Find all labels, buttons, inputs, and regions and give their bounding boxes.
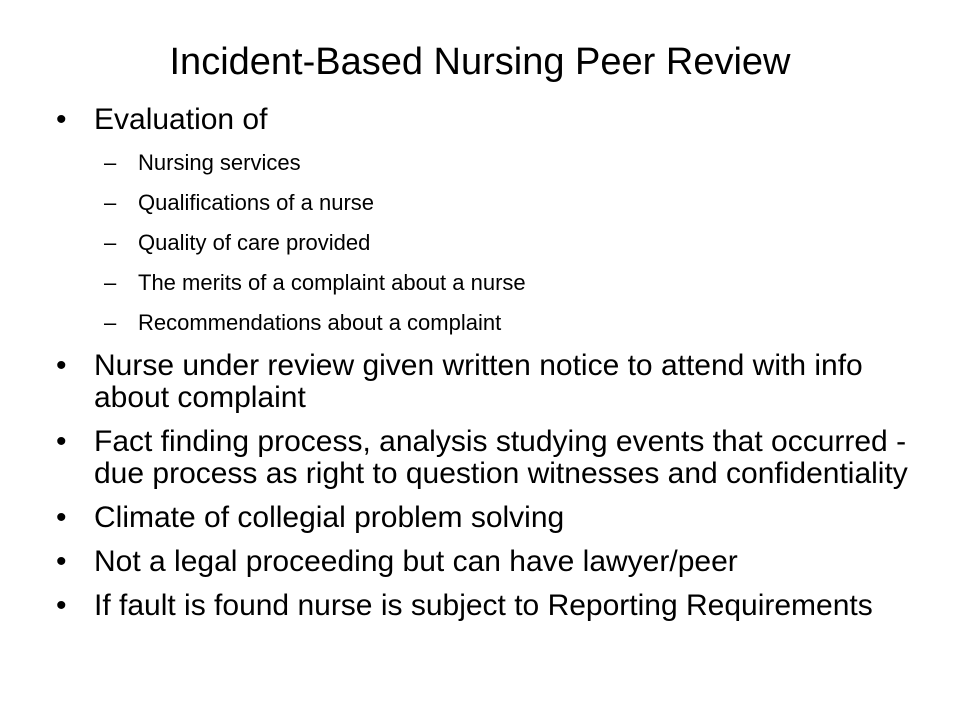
sub-item [56, 270, 916, 296]
bullet-text: Not a legal proceeding but can have lawyer/peer [94, 545, 738, 578]
sub-item-text: The merits of a complaint about a nurse [138, 270, 526, 295]
sub-item [56, 310, 916, 336]
dash-marker: – [104, 150, 117, 175]
sub-item-text: Recommendations about a complaint [138, 310, 502, 335]
sub-list [56, 150, 916, 336]
bullet-item [56, 590, 916, 622]
bullet-item [56, 426, 916, 490]
sub-item [56, 150, 916, 176]
bullet-marker: • [56, 545, 67, 578]
bullet-text: Fact finding process, analysis studying events that occurred - due process as right to question witnesses and confidentiality [94, 425, 908, 490]
sub-item [56, 230, 916, 256]
bullet-item [56, 350, 916, 414]
bullet-text: Nurse under review given written notice to attend with info about complaint [94, 349, 863, 414]
sub-item-text: Nursing services [138, 150, 301, 175]
dash-marker: – [104, 270, 117, 295]
sub-item [56, 190, 916, 216]
bullet-text: Evaluation of [94, 103, 268, 136]
bullet-text: Climate of collegial problem solving [94, 501, 565, 534]
bullet-item [56, 546, 916, 578]
bullet-item [56, 104, 916, 136]
bullet-list [56, 104, 916, 634]
sub-item-text: Qualifications of a nurse [138, 190, 375, 215]
bullet-text: If fault is found nurse is subject to Reporting Requirements [94, 589, 873, 622]
sub-item-text: Quality of care provided [138, 230, 371, 255]
bullet-marker: • [56, 349, 67, 382]
slide-title: Incident-Based Nursing Peer Review [169, 41, 791, 83]
bullet-marker: • [56, 103, 67, 136]
bullet-item [56, 502, 916, 534]
bullet-marker: • [56, 425, 67, 458]
bullet-marker: • [56, 589, 67, 622]
bullet-marker: • [56, 501, 67, 534]
dash-marker: – [104, 230, 117, 255]
dash-marker: – [104, 190, 117, 215]
dash-marker: – [104, 310, 117, 335]
